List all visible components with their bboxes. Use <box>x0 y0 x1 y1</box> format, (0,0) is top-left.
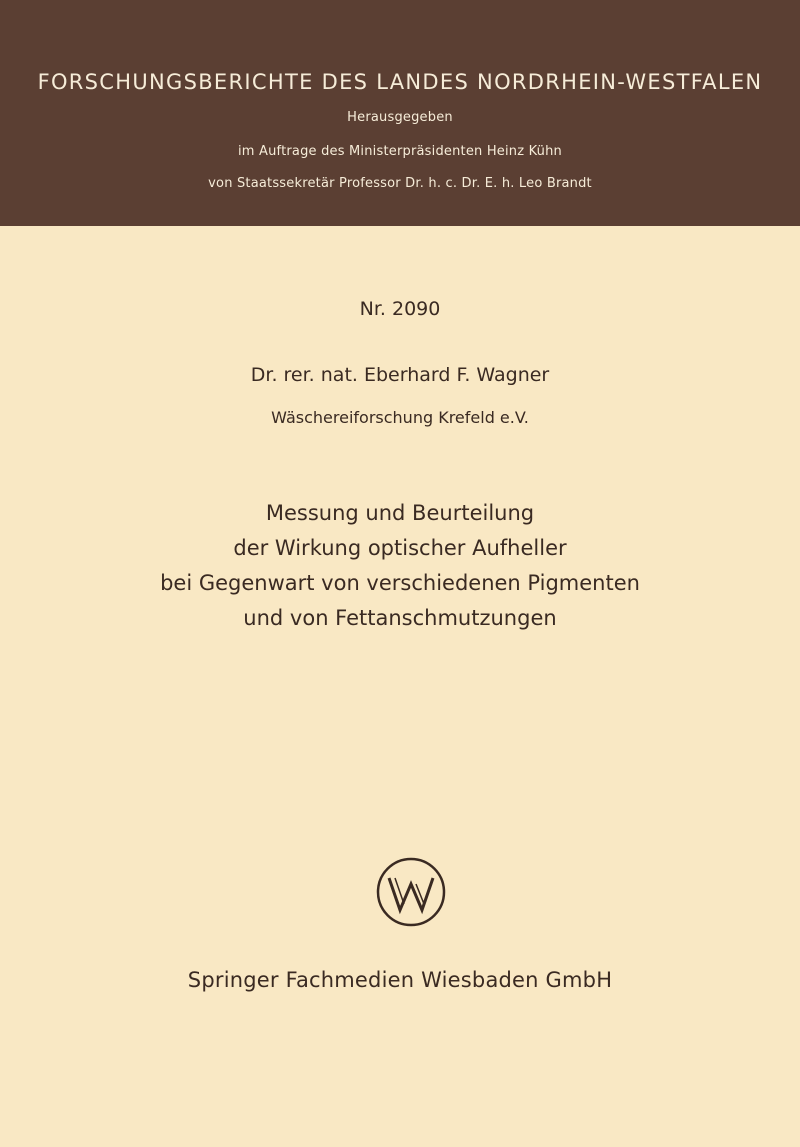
title-line: bei Gegenwart von verschiedenen Pigmenten <box>160 571 640 595</box>
series-title: FORSCHUNGSBERICHTE DES LANDES NORDRHEIN-WESTFALEN <box>37 70 763 94</box>
affiliation: Wäschereiforschung Krefeld e.V. <box>271 408 529 427</box>
book-title <box>0 496 800 636</box>
header-band <box>0 0 800 226</box>
publisher-logo-icon <box>375 856 447 928</box>
editor-line-3: von Staatssekretär Professor Dr. h. c. Dr. E. h. Leo Brandt <box>208 176 592 191</box>
author-name: Dr. rer. nat. Eberhard F. Wagner <box>250 364 550 386</box>
report-number: Nr. 2090 <box>359 298 441 320</box>
publisher-name: Springer Fachmedien Wiesbaden GmbH <box>187 968 613 992</box>
editor-line-1: Herausgegeben <box>347 110 453 125</box>
title-line: und von Fettanschmutzungen <box>243 606 557 630</box>
title-line: der Wirkung optischer Aufheller <box>233 536 567 560</box>
editor-line-2: im Auftrage des Ministerpräsidenten Heinz Kühn <box>237 144 562 159</box>
title-line: Messung und Beurteilung <box>265 501 535 525</box>
